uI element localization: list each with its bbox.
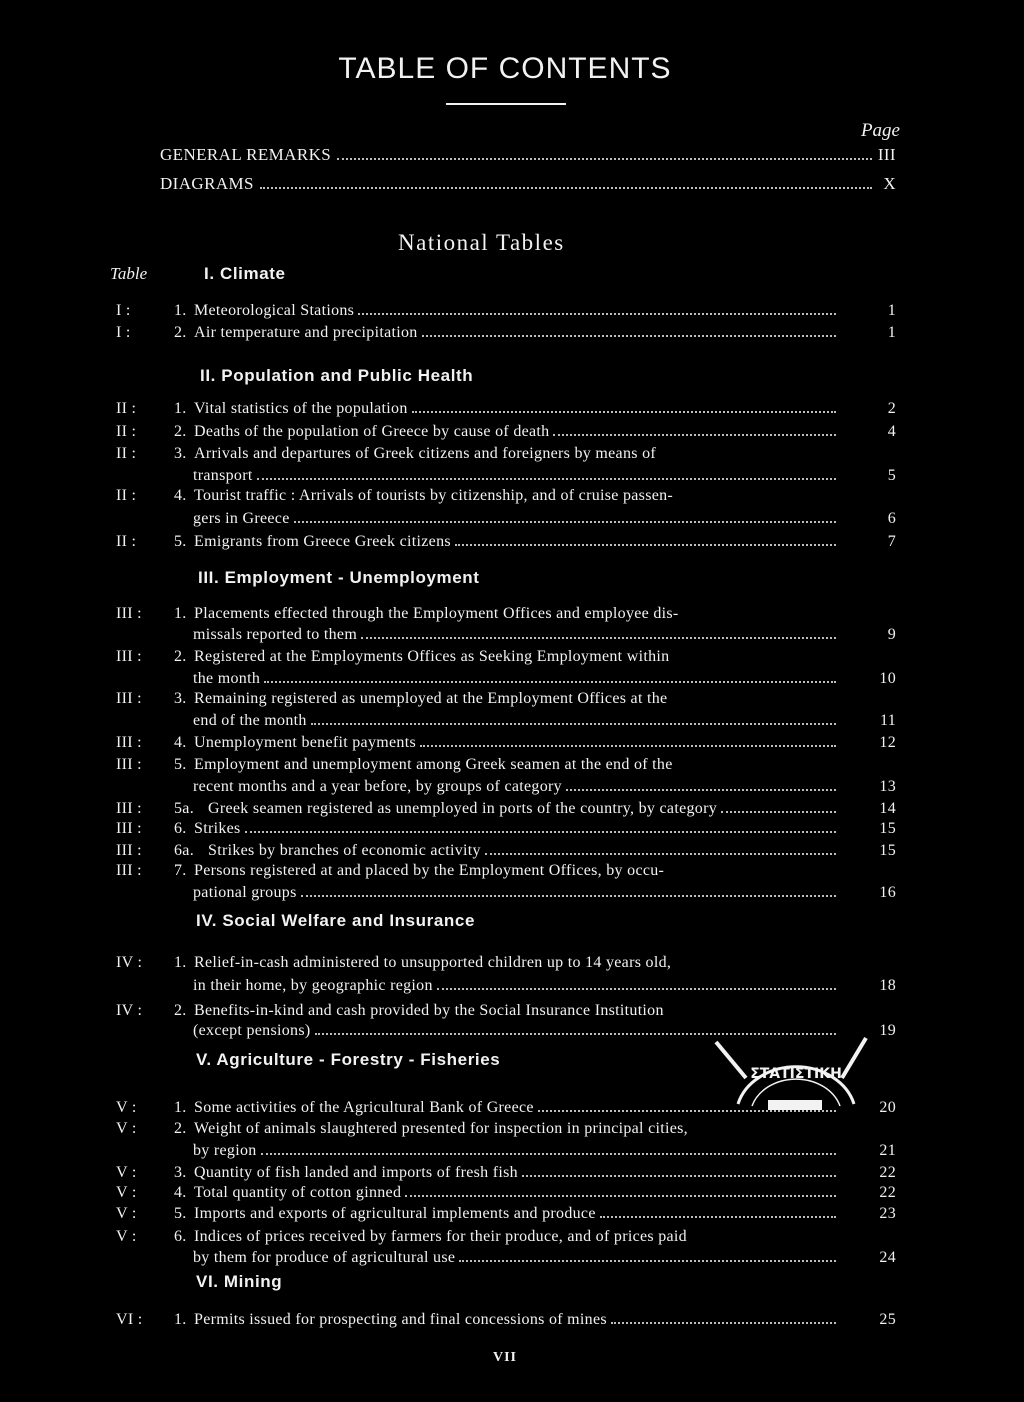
toc-line-continued [193, 465, 840, 486]
toc-line-continued [193, 668, 840, 689]
toc-line [174, 840, 840, 861]
leader-dots [261, 1153, 836, 1155]
leader-dots [455, 544, 836, 546]
table-ref: VI : [116, 1311, 143, 1328]
toc-title-continued: (except pensions) [193, 1022, 311, 1039]
seal-stamp [706, 1034, 876, 1119]
toc-line-continued [193, 776, 840, 797]
table-ref: III : [116, 756, 142, 773]
table-ref: II : [116, 423, 137, 440]
leader-dots [422, 335, 836, 337]
toc-line [174, 1118, 840, 1139]
toc-line [174, 1203, 840, 1224]
toc-page: 22 [879, 1184, 896, 1201]
toc-title-continued: by region [193, 1142, 257, 1159]
footer-page-number: VII [492, 1350, 517, 1365]
toc-title: Imports and exports of agricultural implements and produce [194, 1205, 596, 1222]
table-number: 5. [174, 533, 187, 550]
table-ref: V : [116, 1184, 137, 1201]
toc-line [174, 1226, 840, 1247]
table-number: 6a. [174, 842, 195, 859]
section-heading: III. Employment - Unemployment [198, 568, 480, 587]
title-underline [446, 103, 566, 105]
toc-page: 12 [879, 734, 896, 751]
toc-line-continued [193, 882, 840, 903]
table-number: 1. [174, 1099, 187, 1116]
table-ref: II : [116, 487, 137, 504]
toc-page: 7 [887, 533, 896, 550]
toc-title-continued: in their home, by geographic region [193, 977, 433, 994]
table-number: 5. [174, 1205, 187, 1222]
toc-line [174, 754, 840, 775]
table-ref: III : [116, 605, 142, 622]
table-number: 2. [174, 1120, 187, 1137]
toc-title-continued: end of the month [193, 712, 307, 729]
leader-dots [437, 988, 836, 990]
leader-dots [245, 831, 836, 833]
table-column-label: Table [110, 264, 148, 283]
toc-line [174, 531, 840, 552]
toc-page: 6 [887, 510, 896, 527]
table-ref: I : [116, 324, 131, 341]
leader-dots [311, 723, 836, 725]
toc-title-continued: gers in Greece [193, 510, 290, 527]
toc-line [174, 798, 840, 819]
toc-page: 4 [887, 423, 896, 440]
table-number: 7. [174, 862, 187, 879]
table-ref: III : [116, 690, 142, 707]
leader-dots [721, 811, 836, 813]
table-number: 1. [174, 605, 187, 622]
toc-title: Relief-in-cash administered to unsupported children up to 14 years old, [194, 954, 672, 971]
leader-dots [611, 1322, 836, 1324]
table-ref: V : [116, 1164, 137, 1181]
toc-page: 1 [887, 302, 896, 319]
table-number: 4. [174, 1184, 187, 1201]
table-ref: V : [116, 1205, 137, 1222]
toc-line [174, 443, 840, 464]
table-ref: V : [116, 1120, 137, 1137]
table-ref: V : [116, 1228, 137, 1245]
toc-title: Quantity of fish landed and imports of fresh fish [194, 1164, 518, 1181]
table-ref: IV : [116, 954, 143, 971]
toc-line [174, 860, 840, 881]
toc-line [174, 688, 840, 709]
toc-title: Strikes by branches of economic activity [208, 842, 481, 859]
leader-dots [405, 1195, 836, 1197]
table-ref: II : [116, 533, 137, 550]
table-number: 2. [174, 1002, 187, 1019]
toc-title-continued: transport [193, 467, 253, 484]
toc-line-continued [193, 508, 840, 529]
leader-dots [294, 521, 836, 523]
table-number: 2. [174, 423, 187, 440]
leader-dots [264, 681, 836, 683]
toc-page: 15 [879, 820, 896, 837]
table-number: 3. [174, 445, 187, 462]
toc-title: Employment and unemployment among Greek seamen at the end of the [194, 756, 673, 773]
table-number: 4. [174, 487, 187, 504]
toc-line [174, 1309, 840, 1330]
toc-line-continued [193, 975, 840, 996]
toc-title: Registered at the Employments Offices as Seeking Employment within [194, 648, 670, 665]
toc-line [174, 818, 840, 839]
table-ref: III : [116, 820, 142, 837]
national-tables-heading: National Tables [398, 230, 565, 255]
toc-line [174, 732, 840, 753]
table-number: 1. [174, 1311, 187, 1328]
toc-page: 24 [879, 1249, 896, 1266]
toc-title: Total quantity of cotton ginned [194, 1184, 402, 1201]
table-number: 1. [174, 302, 187, 319]
toc-row-diagrams[interactable] [160, 174, 896, 196]
toc-line-continued [193, 1247, 840, 1268]
table-number: 5a. [174, 800, 195, 817]
leader-dots [566, 789, 836, 791]
toc-title: Tourist traffic : Arrivals of tourists by citizenship, and of cruise passen- [194, 487, 674, 504]
toc-page: 23 [879, 1205, 896, 1222]
toc-page: 25 [879, 1311, 896, 1328]
table-number: 4. [174, 734, 187, 751]
table-ref: II : [116, 445, 137, 462]
leader-dots [412, 411, 836, 413]
toc-title: Meteorological Stations [194, 302, 355, 319]
table-number: 5. [174, 756, 187, 773]
section-heading: VI. Mining [196, 1272, 283, 1291]
toc-title: Vital statistics of the population [194, 400, 408, 417]
toc-page: III [877, 145, 896, 164]
toc-page: 2 [887, 400, 896, 417]
toc-title: Some activities of the Agricultural Bank of Greece [194, 1099, 534, 1116]
toc-title: Indices of prices received by farmers for their produce, and of prices paid [194, 1228, 687, 1245]
toc-title-continued: missals reported to them [193, 626, 358, 643]
toc-label: DIAGRAMS [160, 174, 254, 193]
toc-title: Weight of animals slaughtered presented for inspection in principal cities, [194, 1120, 688, 1137]
toc-title: Greek seamen registered as unemployed in ports of the country, by category [208, 800, 717, 817]
toc-page: 22 [879, 1164, 896, 1181]
seal-stamp-image [706, 1034, 876, 1114]
toc-title-continued: pational groups [193, 884, 297, 901]
table-ref: V : [116, 1099, 137, 1116]
table-number: 2. [174, 324, 187, 341]
toc-page: 10 [879, 670, 896, 687]
leader-dots [485, 853, 836, 855]
toc-line [174, 398, 840, 419]
toc-title: Remaining registered as unemployed at the Employment Offices at the [194, 690, 668, 707]
toc-title: Persons registered at and placed by the Employment Offices, by occu- [194, 862, 665, 879]
page-title: TABLE OF CONTENTS [338, 52, 672, 85]
table-number: 6. [174, 820, 187, 837]
leader-dots [257, 478, 836, 480]
table-ref: I : [116, 302, 131, 319]
table-number: 1. [174, 400, 187, 417]
toc-page: 9 [887, 626, 896, 643]
toc-title: Deaths of the population of Greece by cause of death [194, 423, 550, 440]
toc-title: Placements effected through the Employment Offices and employee dis- [194, 605, 679, 622]
toc-page: 18 [879, 977, 896, 994]
toc-line [174, 485, 840, 506]
section-heading: IV. Social Welfare and Insurance [196, 911, 476, 930]
toc-line [174, 603, 840, 624]
toc-page: 11 [879, 712, 896, 729]
toc-line-continued [193, 1140, 840, 1161]
toc-page: 14 [879, 800, 896, 817]
toc-title: Emigrants from Greece Greek citizens [194, 533, 451, 550]
toc-title: Strikes [194, 820, 241, 837]
leader-dots [600, 1216, 836, 1218]
toc-page: 16 [879, 884, 896, 901]
toc-line [174, 1182, 840, 1203]
table-ref: II : [116, 400, 137, 417]
table-ref: IV : [116, 1002, 143, 1019]
table-ref: III : [116, 862, 142, 879]
table-ref: III : [116, 842, 142, 859]
toc-line-continued [193, 710, 840, 731]
toc-page: 1 [887, 324, 896, 341]
toc-page: 21 [879, 1142, 896, 1159]
leader-dots [361, 637, 836, 639]
toc-page: 19 [879, 1022, 896, 1039]
toc-page: 15 [879, 842, 896, 859]
table-ref: III : [116, 734, 142, 751]
toc-line [174, 322, 840, 343]
leader-dots [553, 434, 836, 436]
section-heading: I. Climate [204, 264, 286, 283]
toc-title: Permits issued for prospecting and final concessions of mines [194, 1311, 607, 1328]
toc-page: 13 [879, 778, 896, 795]
table-number: 6. [174, 1228, 187, 1245]
toc-line [174, 646, 840, 667]
leader-dots [337, 158, 872, 160]
page-column-header: Page [860, 120, 900, 141]
toc-title-continued: by them for produce of agricultural use [193, 1249, 456, 1266]
toc-title-continued: recent months and a year before, by groups of category [193, 778, 562, 795]
toc-line [174, 952, 840, 973]
leader-dots [459, 1260, 836, 1262]
toc-label: GENERAL REMARKS [160, 145, 332, 164]
leader-dots [522, 1175, 836, 1177]
table-number: 3. [174, 690, 187, 707]
leader-dots [358, 313, 836, 315]
toc-title-continued: the month [193, 670, 261, 687]
section-heading: V. Agriculture - Forestry - Fisheries [196, 1050, 501, 1069]
table-ref: III : [116, 800, 142, 817]
leader-dots [260, 187, 872, 189]
toc-title: Air temperature and precipitation [194, 324, 418, 341]
toc-title: Arrivals and departures of Greek citizens and foreigners by means of [194, 445, 657, 462]
toc-page: X [883, 174, 896, 193]
toc-title: Unemployment benefit payments [194, 734, 416, 751]
table-number: 1. [174, 954, 187, 971]
leader-dots [301, 895, 836, 897]
table-number: 3. [174, 1164, 187, 1181]
leader-dots [420, 745, 836, 747]
toc-page: 5 [887, 467, 896, 484]
toc-row-general-remarks[interactable] [160, 145, 896, 167]
toc-line [174, 300, 840, 321]
table-number: 2. [174, 648, 187, 665]
toc-title: Benefits-in-kind and cash provided by the Social Insurance Institution [194, 1002, 664, 1019]
toc-page: 20 [879, 1099, 896, 1116]
svg-text:ΣΤΑΤΙΣΤΙΚΗ: ΣΤΑΤΙΣΤΙΚΗ [750, 1066, 842, 1082]
toc-line [174, 1162, 840, 1183]
toc-line-continued [193, 624, 840, 645]
toc-line [174, 1000, 840, 1021]
toc-line [174, 421, 840, 442]
table-ref: III : [116, 648, 142, 665]
section-heading: II. Population and Public Health [200, 366, 474, 385]
